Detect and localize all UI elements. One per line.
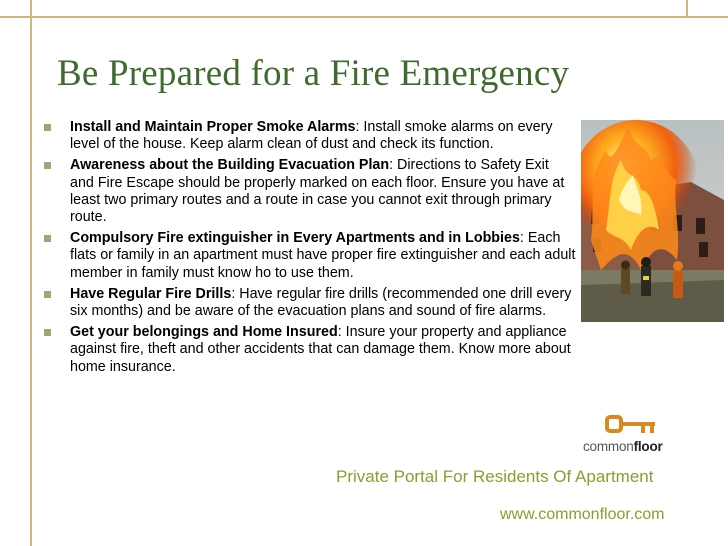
frame-line-top <box>0 16 728 18</box>
commonfloor-logo <box>583 412 685 458</box>
frame-line-left <box>30 0 32 546</box>
logo-text-floor: floor <box>633 439 663 454</box>
frame-line-right <box>686 0 688 18</box>
square-bullet-icon <box>44 124 51 131</box>
bullet-item <box>44 157 576 226</box>
bullet-item <box>44 230 576 282</box>
logo-wordmark <box>583 439 663 454</box>
bullet-item <box>44 286 576 320</box>
burning-house-photo <box>581 120 724 322</box>
logo-text-common: common <box>583 439 634 454</box>
bullet-text: : Each flats or family in an apartment must have proper fire extinguisher and each adult member in family must know ho to use them. <box>70 230 576 281</box>
bullet-heading: Get your belongings and Home Insured <box>70 324 338 341</box>
bullet-text: : Insure your property and appliance against fire, theft and other accidents that can damage them. Know more about home insurance. <box>70 324 571 375</box>
key-icon <box>605 414 659 436</box>
bullet-heading: Install and Maintain Proper Smoke Alarms <box>70 119 356 135</box>
bullet-text: : Have regular fire drills (recommended one drill every six months) and be aware of the evacuation plans and sound of fire alarms. <box>70 285 572 320</box>
square-bullet-icon <box>44 235 51 242</box>
bullet-list <box>44 119 576 380</box>
bullet-item <box>44 119 576 153</box>
bullet-item <box>44 324 576 376</box>
bullet-heading: Awareness about the Building Evacuation Plan <box>70 157 390 174</box>
bullet-heading: Compulsory Fire extinguisher in Every Apartments and in Lobbies <box>70 230 520 247</box>
bullet-text: : Install smoke alarms on every level of the house. Keep alarm clean of dust and check its function. <box>70 119 553 153</box>
bullet-heading: Have Regular Fire Drills <box>70 285 232 302</box>
bullet-text: : Directions to Safety Exit and Fire Escape should be properly marked on each floor. Ensure you have at least two primary routes and a route in case you cannot exit through primary route. <box>70 157 565 226</box>
square-bullet-icon <box>44 162 51 169</box>
footer-tagline: Private Portal For Residents Of Apartment <box>336 467 654 486</box>
footer-website-link[interactable]: www.commonfloor.com <box>500 506 665 523</box>
square-bullet-icon <box>44 329 51 336</box>
slide-title: Be Prepared for a Fire Emergency <box>57 53 570 94</box>
square-bullet-icon <box>44 291 51 298</box>
